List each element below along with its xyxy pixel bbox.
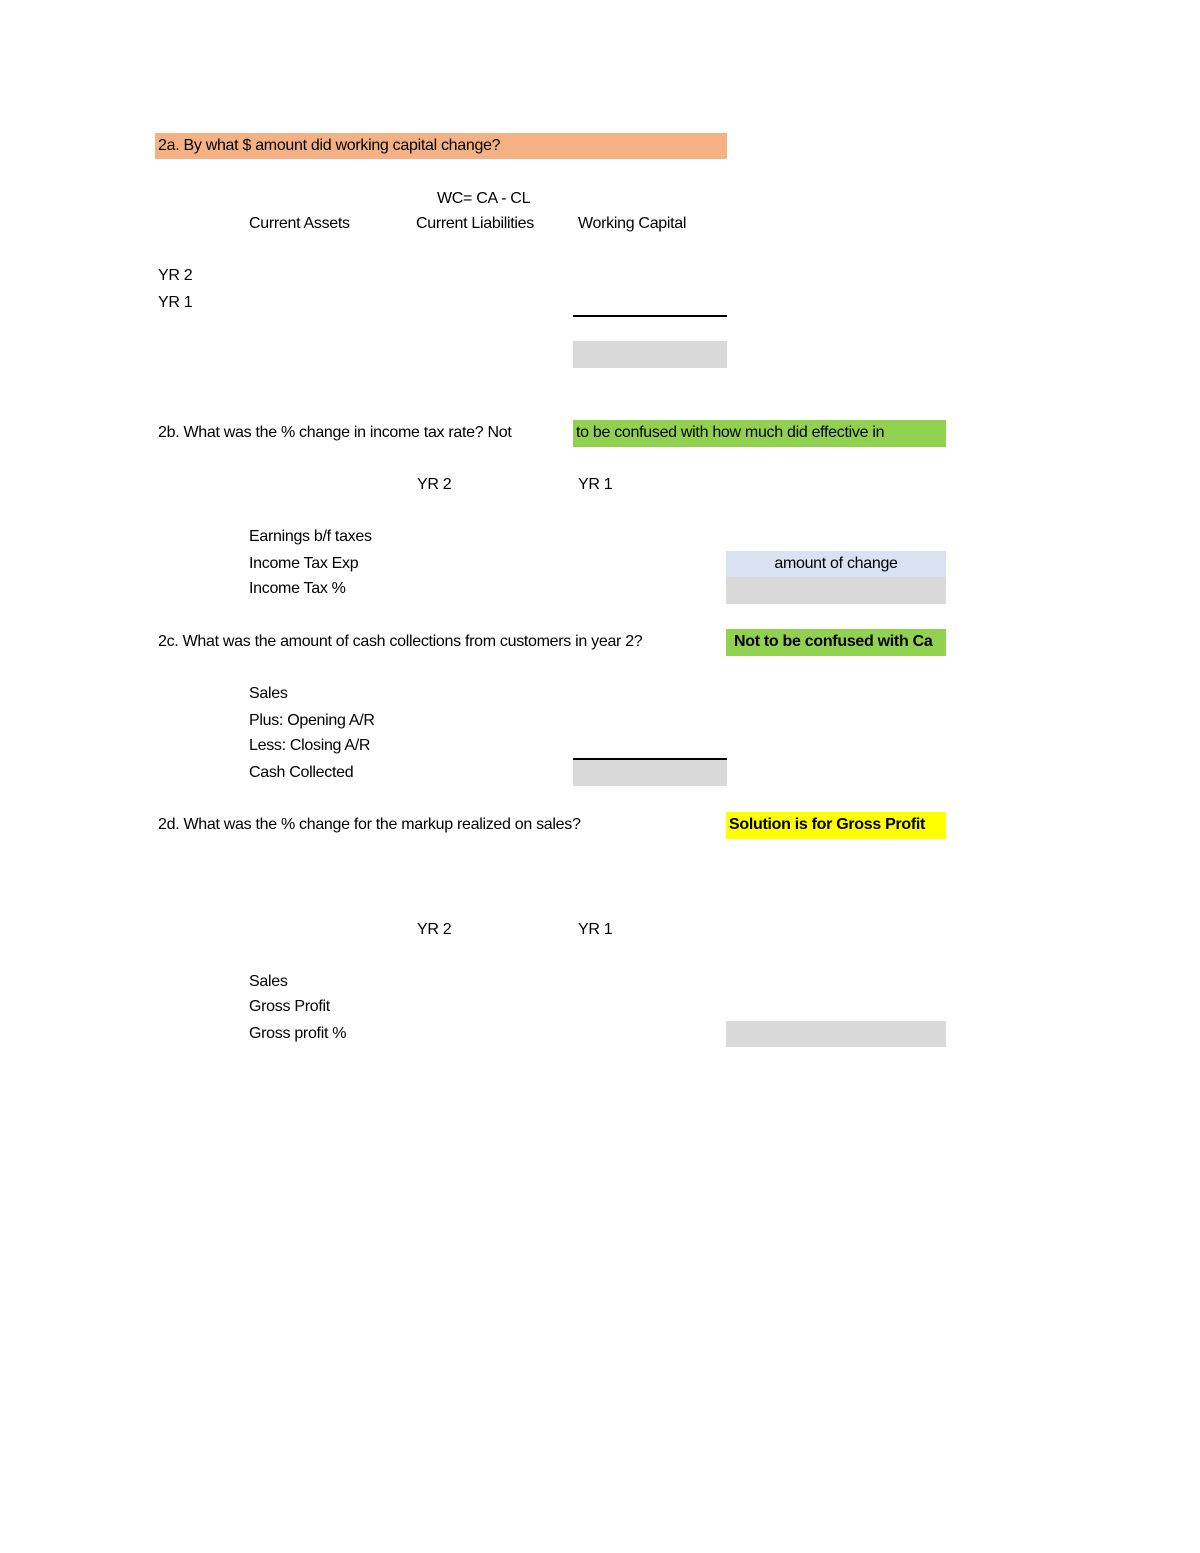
q2d-row-gross-profit-pct: Gross profit % (249, 1025, 347, 1042)
col-current-liabilities: Current Liabilities (416, 215, 534, 232)
gross-profit-answer-cell[interactable] (726, 1021, 946, 1047)
q2d-col-yr1: YR 1 (578, 921, 613, 938)
tax-change-answer-cell[interactable] (726, 577, 946, 604)
q2c-row-cash-collected: Cash Collected (249, 764, 354, 781)
q2b-title: 2b. What was the % change in income tax rate? Not (158, 424, 512, 441)
q2c-row-opening-ar: Plus: Opening A/R (249, 712, 375, 729)
q2d-row-sales: Sales (249, 973, 288, 990)
q2d-col-yr2: YR 2 (417, 921, 452, 938)
q2d-note (726, 812, 946, 839)
q2b-col-yr1: YR 1 (578, 476, 613, 493)
q2a-title: 2a. By what $ amount did working capital change? (158, 137, 501, 154)
q2d-row-gross-profit: Gross Profit (249, 998, 330, 1015)
wc-change-answer-cell[interactable] (573, 341, 727, 368)
q2b-col-yr2: YR 2 (417, 476, 452, 493)
q2d-note-text: Solution is for Gross Profit (729, 816, 926, 833)
col-working-capital: Working Capital (578, 215, 687, 232)
cash-collected-answer-cell[interactable] (573, 760, 727, 786)
q2c-row-sales: Sales (249, 685, 288, 702)
q2d-title: 2d. What was the % change for the markup realized on sales? (158, 816, 581, 833)
col-current-assets: Current Assets (249, 215, 350, 232)
q2b-note (573, 420, 946, 447)
wc-total-rule (573, 315, 727, 317)
wc-formula: WC= CA - CL (437, 190, 531, 207)
q2b-row-tax-pct: Income Tax % (249, 580, 346, 597)
q2c-title: 2c. What was the amount of cash collections from customers in year 2? (158, 633, 643, 650)
q2b-row-tax-exp: Income Tax Exp (249, 555, 359, 572)
row-yr2: YR 2 (158, 267, 193, 284)
q2b-note-text: to be confused with how much did effective in (576, 424, 885, 441)
q2b-row-earnings: Earnings b/f taxes (249, 528, 372, 545)
amount-of-change-label (726, 551, 946, 577)
q2c-row-closing-ar: Less: Closing A/R (249, 737, 371, 754)
q2c-note-text: Not to be confused with Ca (734, 633, 933, 650)
q2c-note (726, 629, 946, 656)
row-yr1: YR 1 (158, 294, 193, 311)
amount-of-change-text: amount of change (774, 555, 898, 572)
